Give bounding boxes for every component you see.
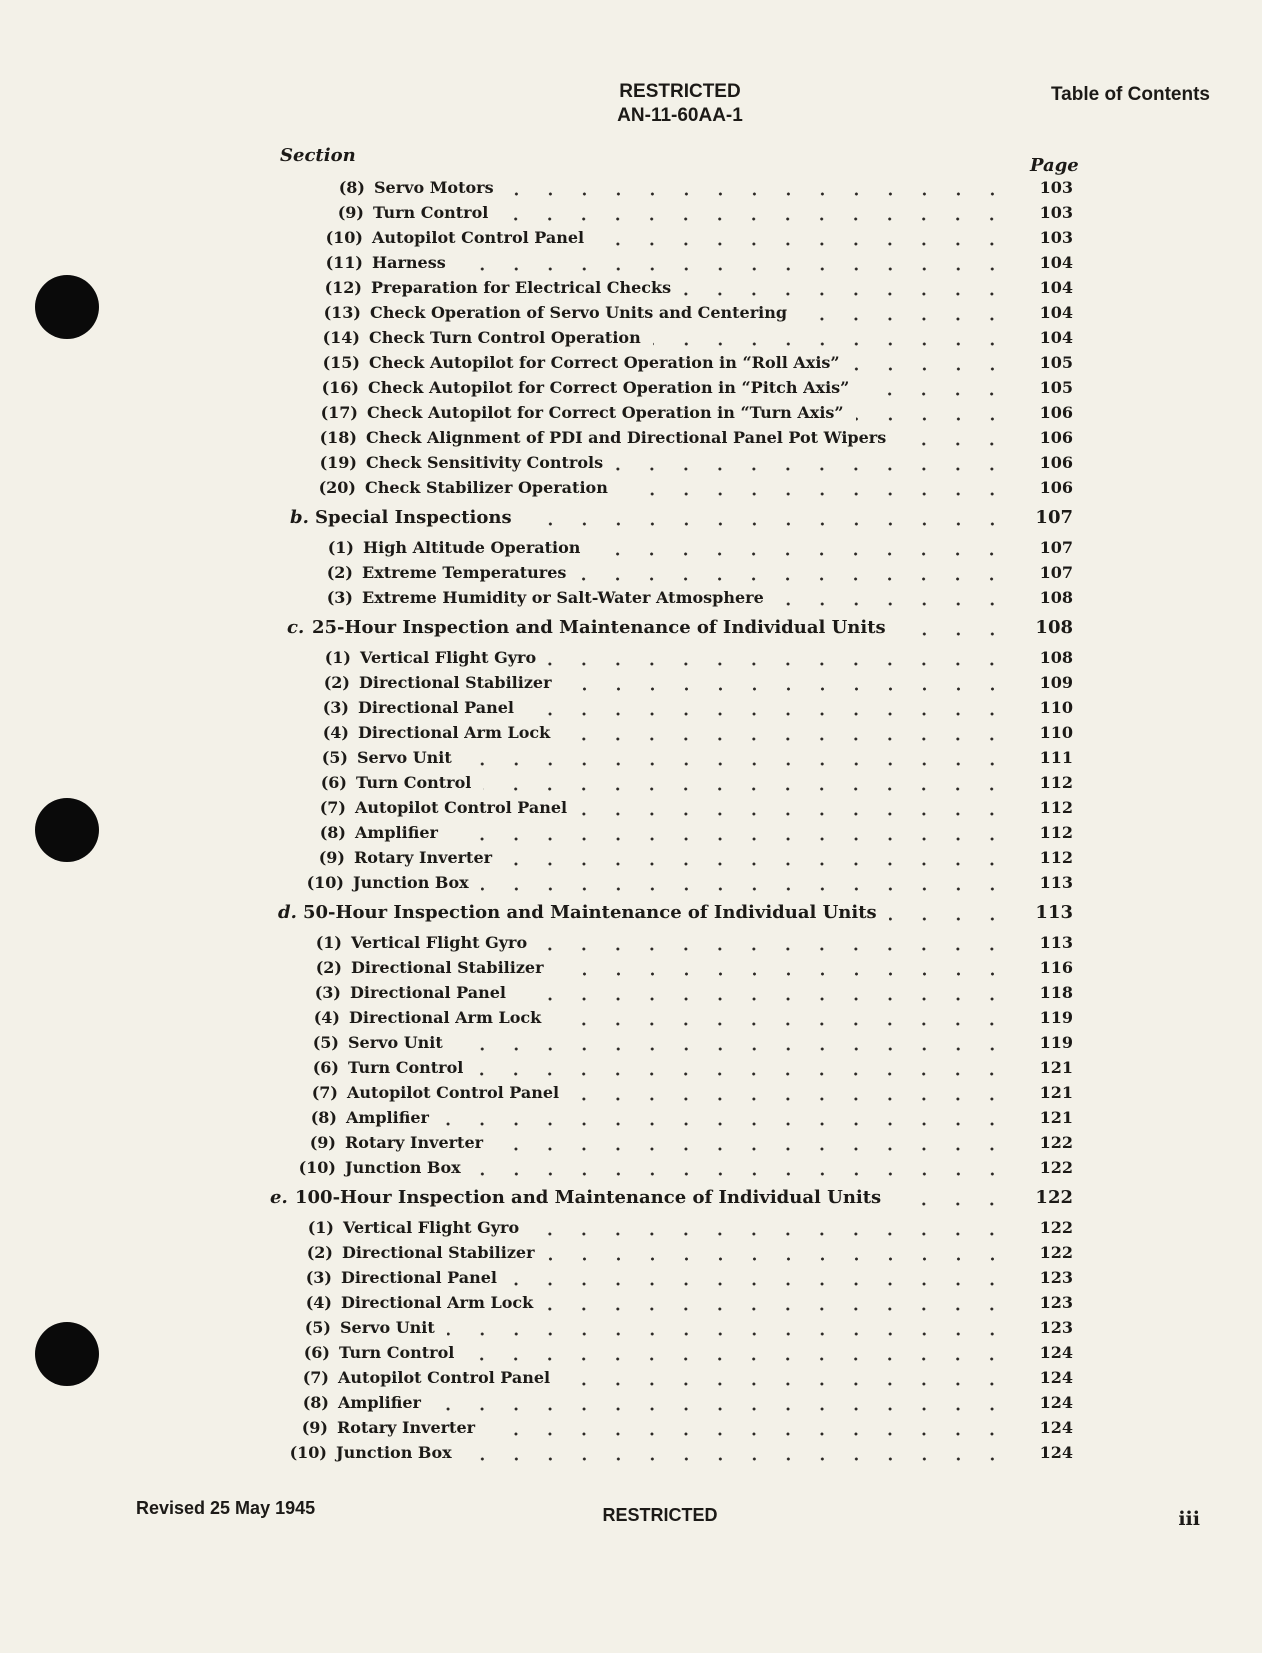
toc-entry-page: 119 [1039, 1033, 1073, 1052]
toc-entry-page: 112 [1039, 823, 1073, 842]
toc-entry-page: 112 [1039, 773, 1073, 792]
toc-entry-number: e. [270, 1187, 288, 1208]
toc-entry-title: Servo Unit [348, 1033, 443, 1052]
toc-entry [322, 275, 1073, 300]
toc-entry-title: Check Operation of Servo Units and Centering [370, 303, 788, 322]
toc-entry-page: 113 [1039, 933, 1073, 952]
toc-entry-page: 105 [1039, 353, 1073, 372]
dot-leader [856, 417, 1009, 421]
toc-entry-page: 113 [1039, 873, 1073, 892]
dot-leader [553, 1022, 1009, 1026]
toc-entry-number: d. [278, 902, 297, 923]
document-number: AN-11-60AA-1 [617, 105, 743, 126]
toc-entry-title: Check Autopilot for Correct Operation in “Roll Axis” [369, 353, 840, 372]
toc-entry [320, 350, 1073, 375]
toc-entry-page: 103 [1039, 228, 1073, 247]
toc-entry [321, 300, 1073, 325]
toc-entry-title: Directional Panel [358, 698, 514, 717]
toc-entry-page: 124 [1039, 1418, 1073, 1437]
dot-leader [548, 662, 1009, 666]
toc-entry-page: 107 [1039, 538, 1073, 557]
toc-entry-page: 122 [1035, 1187, 1073, 1208]
toc-entry [298, 1080, 1073, 1105]
toc-entry-title: Special Inspections [315, 507, 512, 528]
toc-entry-number: (6) [320, 773, 347, 792]
dot-leader [509, 1282, 1009, 1286]
dot-leader [893, 1202, 1009, 1206]
dot-leader [620, 492, 1009, 496]
toc-entry-number: (10) [289, 1443, 327, 1462]
dot-leader [526, 712, 1009, 716]
toc-entry [302, 955, 1073, 980]
toc-entry-number: (5) [321, 748, 348, 767]
toc-entry-number: (7) [302, 1368, 329, 1387]
toc-entry [306, 820, 1073, 845]
dot-leader [898, 632, 1009, 636]
toc-entry-page: 119 [1039, 1008, 1073, 1027]
toc-entry-title: Vertical Flight Gyro [351, 933, 528, 952]
toc-entry-title: Check Sensitivity Controls [366, 453, 604, 472]
toc-entry [289, 1390, 1073, 1415]
dot-leader [545, 1307, 1009, 1311]
dot-leader [776, 602, 1009, 606]
toc-entry-title: 50-Hour Inspection and Maintenance of Individual Units [303, 902, 877, 923]
toc-entry-title: Check Alignment of PDI and Directional Panel Pot Wipers [366, 428, 887, 447]
toc-entry [317, 450, 1073, 475]
dot-leader [898, 442, 1009, 446]
toc-entry-title: 25-Hour Inspection and Maintenance of Individual Units [312, 617, 886, 638]
toc-entry-title: Directional Panel [341, 1268, 497, 1287]
toc-entry-number: (18) [319, 428, 357, 447]
toc-entry-number: (20) [318, 478, 356, 497]
toc-entry-page: 108 [1039, 648, 1073, 667]
toc-entry-number: (6) [303, 1343, 330, 1362]
dot-leader [504, 862, 1009, 866]
toc-entry-title: Extreme Temperatures [362, 563, 567, 582]
toc-entry [301, 980, 1073, 1005]
dot-leader [447, 1332, 1009, 1336]
toc-entry-title: Amplifier [355, 823, 438, 842]
toc-entry-title: 100-Hour Inspection and Maintenance of Individual Units [295, 1187, 882, 1208]
dot-leader [481, 887, 1009, 891]
toc-entry-title: Check Autopilot for Correct Operation in “Turn Axis” [367, 403, 844, 422]
toc-entry [323, 225, 1073, 250]
toc-entry [289, 1365, 1073, 1390]
dot-leader [464, 1457, 1009, 1461]
toc-entry-number: (8) [302, 1393, 329, 1412]
toc-section-entry [287, 615, 1073, 640]
toc-entry-number: (2) [306, 1243, 333, 1262]
toc-entry [316, 475, 1073, 500]
toc-entry [325, 175, 1073, 200]
toc-entry-number: (1) [327, 538, 354, 557]
toc-entry-page: 105 [1039, 378, 1073, 397]
toc-entry [297, 1105, 1073, 1130]
dot-leader [571, 1097, 1009, 1101]
toc-entry-number: (10) [325, 228, 363, 247]
toc-entry-page: 121 [1039, 1108, 1073, 1127]
toc-entry-page: 113 [1035, 902, 1073, 923]
toc-entry-number: (15) [322, 353, 360, 372]
toc-entry-page: 116 [1039, 958, 1073, 977]
toc-entry [309, 720, 1073, 745]
toc-entry-page: 108 [1039, 588, 1073, 607]
toc-entry-page: 122 [1039, 1158, 1073, 1177]
toc-entry-page: 121 [1039, 1058, 1073, 1077]
toc-entry-number: (6) [312, 1058, 339, 1077]
toc-entry [288, 1415, 1073, 1440]
toc-entry-title: Turn Control [373, 203, 489, 222]
toc-entry-number: (4) [305, 1293, 332, 1312]
toc-entry-title: Servo Unit [357, 748, 452, 767]
toc-entry-number: (4) [313, 1008, 340, 1027]
toc-entry [300, 1005, 1073, 1030]
toc-entry-number: (9) [309, 1133, 336, 1152]
dot-leader [653, 342, 1009, 346]
toc-entry [307, 770, 1073, 795]
toc-entry [291, 1315, 1073, 1340]
toc-entry-title: Junction Box [353, 873, 469, 892]
dot-leader [683, 292, 1009, 296]
toc-entry-title: Amplifier [338, 1393, 421, 1412]
toc-entry [318, 400, 1073, 425]
toc-entry-page: 122 [1039, 1243, 1073, 1262]
dot-leader [524, 522, 1009, 526]
toc-section-entry [270, 1185, 1073, 1210]
dot-leader [562, 737, 1009, 741]
toc-entry-page: 110 [1039, 698, 1073, 717]
toc-entry-number: (1) [324, 648, 351, 667]
toc-entry-page: 124 [1039, 1393, 1073, 1412]
toc-entry [310, 670, 1073, 695]
toc-entry-number: (7) [311, 1083, 338, 1102]
toc-entry-title: Preparation for Electrical Checks [371, 278, 672, 297]
toc-entry-title: Autopilot Control Panel [372, 228, 585, 247]
toc-entry-title: Vertical Flight Gyro [343, 1218, 520, 1237]
toc-entry-page: 124 [1039, 1343, 1073, 1362]
dot-leader [596, 242, 1009, 246]
toc-entry-title: Turn Control [348, 1058, 464, 1077]
toc-entry-title: Directional Panel [350, 983, 506, 1002]
toc-entry-title: Directional Arm Lock [349, 1008, 542, 1027]
toc-entry-page: 121 [1039, 1083, 1073, 1102]
dot-leader [464, 762, 1009, 766]
revision-date: Revised 25 May 1945 [136, 1498, 316, 1518]
toc-entry-title: Check Autopilot for Correct Operation in “Pitch Axis” [368, 378, 850, 397]
toc-entry-number: (16) [321, 378, 359, 397]
toc-entry-page: 123 [1039, 1268, 1073, 1287]
toc-entry-number: (14) [322, 328, 360, 347]
dot-leader [495, 1147, 1009, 1151]
toc-entry-number: (1) [315, 933, 342, 952]
toc-entry [304, 870, 1073, 895]
toc-entry-page: 103 [1039, 203, 1073, 222]
toc-entry [292, 1265, 1073, 1290]
toc-entry [302, 930, 1073, 955]
toc-entry [294, 1215, 1073, 1240]
header-section-title: Table of Contents [1050, 84, 1210, 105]
toc-entry [305, 845, 1073, 870]
dot-leader [889, 917, 1009, 921]
toc-entry-number: (8) [338, 178, 365, 197]
toc-entry-page: 107 [1039, 563, 1073, 582]
toc-entry [299, 1055, 1073, 1080]
toc-entry [319, 375, 1073, 400]
toc-entry-number: (19) [319, 453, 357, 472]
toc-entry-number: (2) [315, 958, 342, 977]
dot-leader [539, 947, 1009, 951]
toc-entry-page: 123 [1039, 1293, 1073, 1312]
toc-section-entry [290, 505, 1073, 530]
toc-entry [293, 1240, 1073, 1265]
toc-entry-page: 104 [1039, 278, 1073, 297]
dot-leader [450, 837, 1009, 841]
section-column-heading: Section [280, 145, 356, 166]
dot-leader [564, 687, 1009, 691]
toc-entry-number: (3) [326, 588, 353, 607]
dot-leader [799, 317, 1009, 321]
toc-entry-number: (8) [319, 823, 346, 842]
toc-entry-number: (13) [323, 303, 361, 322]
toc-entry-title: Vertical Flight Gyro [360, 648, 537, 667]
toc-entry-number: (8) [310, 1108, 337, 1127]
toc-entry [314, 535, 1073, 560]
dot-leader [547, 1257, 1009, 1261]
toc-entry-title: Rotary Inverter [337, 1418, 476, 1437]
toc-entry [309, 695, 1073, 720]
toc-entry-number: c. [287, 617, 305, 638]
dot-leader [466, 1357, 1009, 1361]
toc-entry-number: (1) [307, 1218, 334, 1237]
toc-entry-page: 123 [1039, 1318, 1073, 1337]
toc-entry-title: Turn Control [356, 773, 472, 792]
toc-entry-title: Rotary Inverter [345, 1133, 484, 1152]
dot-leader [615, 467, 1009, 471]
toc-entry [320, 325, 1073, 350]
dot-leader [562, 1382, 1009, 1386]
toc-entry-page: 110 [1039, 723, 1073, 742]
dot-leader [487, 1432, 1009, 1436]
toc-entry-title: Servo Motors [374, 178, 494, 197]
toc-entry [313, 560, 1073, 585]
toc-entry-number: (3) [322, 698, 349, 717]
toc-entry-page: 124 [1039, 1443, 1073, 1462]
toc-entry-title: Junction Box [336, 1443, 452, 1462]
dot-leader [578, 577, 1009, 581]
dot-leader [518, 997, 1009, 1001]
dot-leader [579, 812, 1009, 816]
toc-entry-title: Amplifier [346, 1108, 429, 1127]
toc-entry [299, 1030, 1073, 1055]
toc-entry-title: High Altitude Operation [363, 538, 581, 557]
toc-entry-number: (9) [318, 848, 345, 867]
toc-entry-number: (10) [306, 873, 344, 892]
toc-entry-number: (12) [324, 278, 362, 297]
toc-entry [324, 200, 1073, 225]
toc-entry-number: (9) [301, 1418, 328, 1437]
toc-entry-number: (3) [305, 1268, 332, 1287]
toc-entry-number: (9) [337, 203, 364, 222]
toc-entry-title: Junction Box [345, 1158, 461, 1177]
toc-entry [292, 1290, 1073, 1315]
toc-entry-page: 103 [1039, 178, 1073, 197]
toc-entry-page: 106 [1039, 478, 1073, 497]
toc-entry-title: Directional Arm Lock [358, 723, 551, 742]
toc-entry-page: 122 [1039, 1218, 1073, 1237]
toc-entry [308, 745, 1073, 770]
toc-entry [306, 795, 1073, 820]
toc-entry-title: Directional Arm Lock [341, 1293, 534, 1312]
page-column-heading: Page [1030, 155, 1079, 176]
toc-entry-title: Rotary Inverter [354, 848, 493, 867]
dot-leader [500, 217, 1009, 221]
toc-entry-page: 104 [1039, 328, 1073, 347]
toc-entry-title: Autopilot Control Panel [347, 1083, 560, 1102]
toc-entry-number: (2) [326, 563, 353, 582]
toc-entry-page: 106 [1039, 453, 1073, 472]
toc-entry [317, 425, 1073, 450]
dot-leader [556, 972, 1009, 976]
dot-leader [455, 1047, 1009, 1051]
toc-entry [311, 645, 1073, 670]
toc-entry-title: Autopilot Control Panel [338, 1368, 551, 1387]
toc-entry-title: Directional Stabilizer [351, 958, 544, 977]
dot-leader [473, 1172, 1009, 1176]
dot-leader [861, 392, 1009, 396]
toc-entry-title: Extreme Humidity or Salt-Water Atmosphere [362, 588, 764, 607]
toc-entry-page: 106 [1039, 428, 1073, 447]
toc-entry [290, 1340, 1073, 1365]
punch-hole [35, 1322, 99, 1386]
dot-leader [506, 192, 1009, 196]
toc-section-entry [278, 900, 1073, 925]
toc-entry-number: (10) [298, 1158, 336, 1177]
toc-entry-page: 124 [1039, 1368, 1073, 1387]
toc-entry-number: b. [290, 507, 309, 528]
dot-leader [458, 267, 1009, 271]
toc-entry-title: Harness [372, 253, 446, 272]
toc-entry [323, 250, 1073, 275]
toc-entry-page: 118 [1039, 983, 1073, 1002]
toc-entry-page: 104 [1039, 253, 1073, 272]
toc-entry-title: Directional Stabilizer [342, 1243, 535, 1262]
toc-entry-page: 109 [1039, 673, 1073, 692]
dot-leader [531, 1232, 1009, 1236]
toc-entry-page: 104 [1039, 303, 1073, 322]
toc-entry-number: (17) [320, 403, 358, 422]
toc-entry [296, 1130, 1073, 1155]
toc-entry [296, 1155, 1073, 1180]
page-header [560, 80, 800, 128]
dot-leader [483, 787, 1009, 791]
toc-entry-number: (5) [312, 1033, 339, 1052]
dot-leader [852, 367, 1009, 371]
toc-entry-title: Directional Stabilizer [359, 673, 552, 692]
toc-entry [313, 585, 1073, 610]
toc-entry-page: 122 [1039, 1133, 1073, 1152]
dot-leader [433, 1407, 1009, 1411]
toc-entry [287, 1440, 1073, 1465]
toc-entry-number: (11) [325, 253, 363, 272]
toc-entry-number: (5) [304, 1318, 331, 1337]
toc-entry-number: (2) [323, 673, 350, 692]
dot-leader [475, 1072, 1009, 1076]
page-number: iii [1178, 1508, 1200, 1530]
toc-entry-page: 107 [1035, 507, 1073, 528]
toc-entry-page: 111 [1039, 748, 1073, 767]
toc-entry-page: 112 [1039, 798, 1073, 817]
toc-entry-number: (7) [319, 798, 346, 817]
toc-entry-title: Servo Unit [340, 1318, 435, 1337]
dot-leader [592, 552, 1009, 556]
dot-leader [441, 1122, 1009, 1126]
punch-hole [35, 275, 99, 339]
toc-entry-title: Check Turn Control Operation [369, 328, 641, 347]
punch-hole [35, 798, 99, 862]
toc-entry-title: Autopilot Control Panel [355, 798, 568, 817]
toc-entry-number: (3) [314, 983, 341, 1002]
toc-entry-page: 108 [1035, 617, 1073, 638]
footer-classification: RESTRICTED [602, 1505, 718, 1525]
toc-entry-title: Turn Control [339, 1343, 455, 1362]
toc-entry-title: Check Stabilizer Operation [365, 478, 608, 497]
toc-entry-number: (4) [322, 723, 349, 742]
toc-entry-page: 106 [1039, 403, 1073, 422]
toc-entry-page: 112 [1039, 848, 1073, 867]
header-classification: RESTRICTED [619, 81, 741, 102]
